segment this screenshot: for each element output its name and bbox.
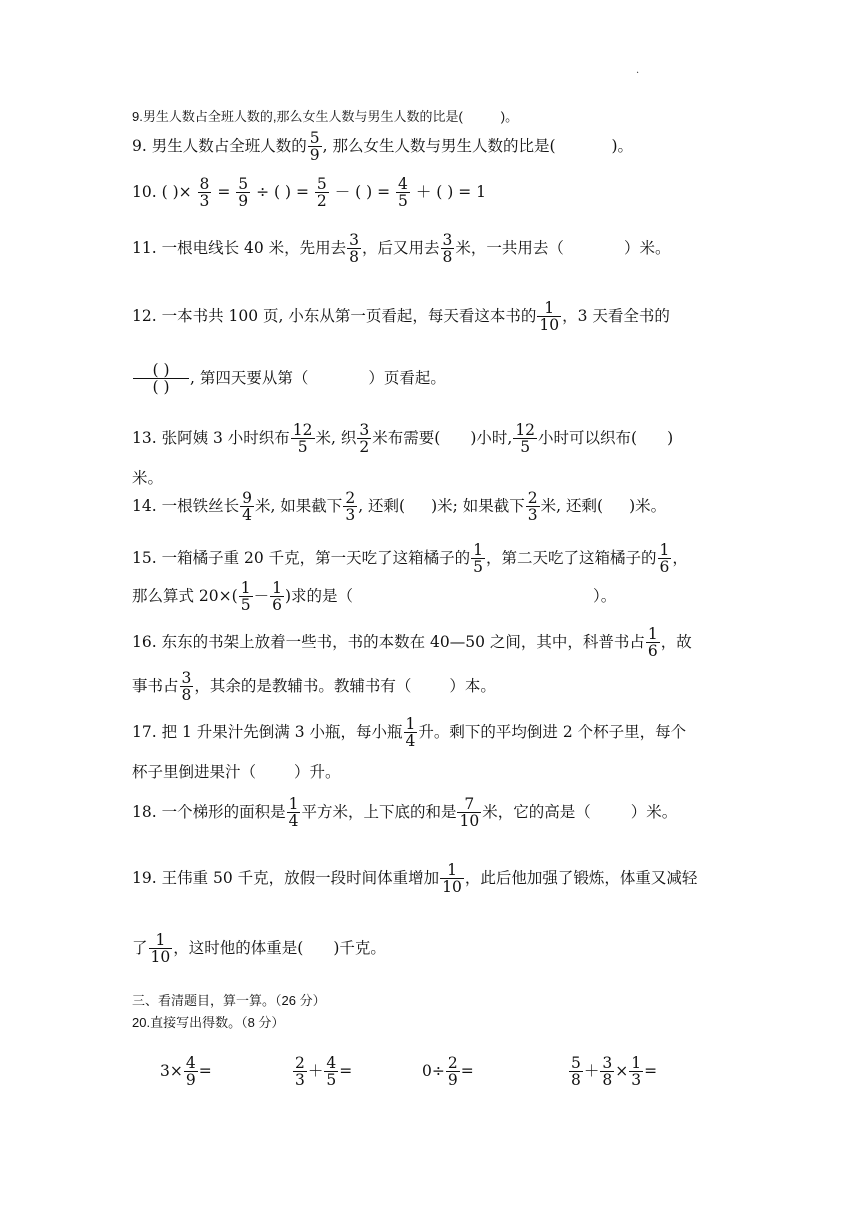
q16-text-d: ，其余的是教辅书。教辅书有（ — [194, 676, 412, 695]
q13-end: 米。 — [132, 469, 164, 487]
fraction: $\frac{2}{3}$ — [295, 1054, 305, 1090]
q13-text-d: )小时, — [470, 428, 513, 447]
question-12-cont — [132, 362, 446, 396]
fraction: $\frac{4}{5}$ — [326, 1054, 337, 1090]
q19-text-c: 了 — [132, 938, 148, 957]
answer-blank[interactable]: = — [460, 1061, 474, 1080]
minus-sign: － — [253, 586, 270, 605]
fraction: $\frac{1}{10}$ — [150, 931, 171, 967]
answer-blank[interactable]: － ( ) = — [334, 182, 391, 201]
q19-text: 19. 王伟重 50 千克，放假一段时间体重增加 — [132, 868, 440, 887]
question-16 — [132, 626, 692, 660]
q16-text-c: 事书占 — [132, 676, 179, 695]
q10-number: 10. — [132, 182, 157, 201]
fraction: $\frac{3}{8}$ — [181, 669, 192, 705]
page-mark: · — [636, 68, 640, 79]
question-9-draft — [132, 106, 518, 125]
q17-text-c: 杯子里倒进果汁（ — [132, 763, 257, 781]
q12-text-b: ，3 天看全书的 — [562, 306, 670, 325]
q15-text-e: )求的是（ — [284, 586, 354, 605]
q13-text-c: 米布需要( — [372, 428, 441, 447]
q18-text-b: 平方米，上下底的和是 — [301, 802, 457, 821]
fraction: $\frac{1}{10}$ — [539, 299, 560, 335]
fraction: $\frac{5}{9}$ — [309, 129, 320, 165]
q13-text-f: ) — [667, 428, 674, 447]
answer-blank[interactable]: = — [644, 1061, 658, 1080]
equals-sign: = — [217, 182, 231, 201]
fraction: $\frac{12}{5}$ — [292, 421, 313, 457]
q13-text: 13. 张阿姨 3 小时织布 — [132, 428, 290, 447]
answer-blank[interactable]: = — [339, 1061, 353, 1080]
question-20-heading: 20.直接写出得数。（8 分） — [132, 1015, 285, 1030]
q14-text-e: 米, 还剩( — [540, 496, 604, 515]
question-9 — [132, 130, 633, 164]
fraction: $\frac{1}{4}$ — [288, 795, 299, 831]
q18-text-c: 米，它的高是（ — [482, 802, 591, 821]
fraction: $\frac{3}{8}$ — [349, 231, 360, 267]
q9-end: )。 — [611, 136, 634, 155]
q17-text: 17. 把 1 升果汁先倒满 3 小瓶，每小瓶 — [132, 722, 403, 741]
question-15-cont — [132, 580, 616, 614]
q18-end: ）米。 — [630, 802, 678, 821]
q14-text: 14. 一根铁丝长 — [132, 496, 240, 515]
fraction: $\frac{3}{8}$ — [442, 231, 453, 267]
question-12 — [132, 300, 670, 334]
calc-item-2 — [292, 1055, 352, 1089]
q9-text-b: , 那么女生人数与男生人数的比是( — [322, 136, 556, 155]
fraction: $\frac{1}{5}$ — [473, 541, 484, 577]
question-19-cont — [132, 932, 386, 966]
section-heading: 三、看清题目，算一算。（26 分） — [132, 993, 326, 1008]
question-17 — [132, 716, 686, 750]
question-10 — [132, 176, 486, 210]
q17-end: ）升。 — [294, 763, 341, 781]
plus-sign: ＋ — [583, 1061, 600, 1080]
q12-text-c: , 第四天要从第（ — [190, 368, 309, 387]
q15-text-c: ， — [672, 548, 688, 567]
fraction: $\frac{1}{5}$ — [240, 579, 251, 615]
q16-text-b: ，故 — [660, 632, 692, 651]
answer-fraction-blank[interactable]: $\frac{( )}{( )}$ — [133, 362, 189, 396]
fraction: $\frac{3}{8}$ — [602, 1054, 613, 1090]
question-16-cont — [132, 670, 496, 704]
calc-item-3 — [422, 1055, 474, 1089]
q19-text-b: ，此后他加强了锻炼，体重又减轻 — [464, 868, 698, 887]
question-13-cont — [132, 466, 163, 488]
calc-text: 3× — [160, 1061, 183, 1080]
q14-text-d: )米; 如果截下 — [431, 496, 525, 515]
answer-blank[interactable]: ( )× — [161, 182, 192, 201]
fraction: $\frac{4}{9}$ — [185, 1054, 196, 1090]
fraction: $\frac{1}{4}$ — [405, 715, 416, 751]
q19-text-d: ，这时他的体重是( — [173, 938, 304, 957]
answer-blank[interactable]: ＋ ( ) = 1 — [415, 182, 486, 201]
calc-text: 0÷ — [422, 1061, 445, 1080]
q11-text-c: 米，一共用去（ — [455, 238, 564, 257]
q19-end: )千克。 — [333, 938, 386, 957]
q18-text: 18. 一个梯形的面积是 — [132, 802, 286, 821]
calc-item-1 — [160, 1055, 212, 1089]
calc-item-4 — [568, 1055, 657, 1089]
q15-end: ）。 — [593, 586, 617, 605]
fraction: $\frac{5}{9}$ — [238, 175, 249, 211]
q12-end: ）页看起。 — [368, 368, 446, 387]
fraction: $\frac{4}{5}$ — [398, 175, 408, 211]
fraction: $\frac{1}{6}$ — [272, 579, 282, 615]
fraction: $\frac{12}{5}$ — [515, 421, 536, 457]
q16-end: ）本。 — [449, 676, 496, 695]
fraction: $\frac{1}{6}$ — [659, 541, 670, 577]
q9a-end: )。 — [500, 109, 519, 124]
q11-text: 11. 一根电线长 40 米，先用去 — [132, 238, 347, 257]
fraction: $\frac{5}{8}$ — [571, 1054, 581, 1090]
q17-text-b: 升。剩下的平均倒进 2 个杯子里，每个 — [418, 722, 687, 741]
question-11 — [132, 232, 670, 266]
q15-text-b: ，第二天吃了这箱橘子的 — [486, 548, 657, 567]
q12-text: 12. 一本书共 100 页, 小东从第一页看起，每天看这本书的 — [132, 306, 537, 325]
q16-text: 16. 东东的书架上放着一些书，书的本数在 40—50 之间，其中，科普书占 — [132, 632, 645, 651]
question-14 — [132, 490, 666, 524]
fraction: $\frac{9}{4}$ — [242, 489, 252, 525]
fraction: $\frac{1}{10}$ — [442, 861, 462, 897]
q14-text-b: 米, 如果截下 — [254, 496, 343, 515]
answer-blank[interactable]: ÷ ( ) = — [256, 182, 309, 201]
fraction: $\frac{2}{3}$ — [527, 489, 538, 525]
answer-blank[interactable]: = — [198, 1061, 212, 1080]
fraction: $\frac{7}{10}$ — [459, 795, 480, 831]
fraction: $\frac{2}{3}$ — [345, 489, 356, 525]
fraction: $\frac{2}{9}$ — [447, 1054, 458, 1090]
fraction: $\frac{1}{3}$ — [631, 1054, 642, 1090]
question-18 — [132, 796, 677, 830]
q11-end: ）米。 — [623, 238, 671, 257]
q14-text-c: , 还剩( — [358, 496, 406, 515]
q13-text-e: 小时可以织布( — [538, 428, 638, 447]
plus-sign: ＋ — [307, 1061, 324, 1080]
question-17-cont — [132, 760, 341, 782]
fraction: $\frac{1}{6}$ — [647, 625, 658, 661]
q14-end: )米。 — [629, 496, 667, 515]
fraction: $\frac{5}{2}$ — [316, 175, 327, 211]
fraction: $\frac{8}{3}$ — [199, 175, 210, 211]
q9-text: 9. 男生人数占全班人数的 — [132, 136, 307, 155]
question-19 — [132, 862, 697, 896]
question-13 — [132, 422, 673, 456]
q13-text-b: 米, 织 — [315, 428, 357, 447]
times-sign: × — [615, 1061, 629, 1080]
question-15 — [132, 542, 688, 576]
q11-text-b: ，后又用去 — [362, 238, 440, 257]
fraction: $\frac{3}{2}$ — [359, 421, 370, 457]
q9a-text: 9.男生人数占全班人数的,那么女生人数与男生人数的比是( — [132, 109, 463, 124]
q15-text-d: 那么算式 20×( — [132, 586, 238, 605]
q15-text: 15. 一箱橘子重 20 千克，第一天吃了这箱橘子的 — [132, 548, 471, 567]
